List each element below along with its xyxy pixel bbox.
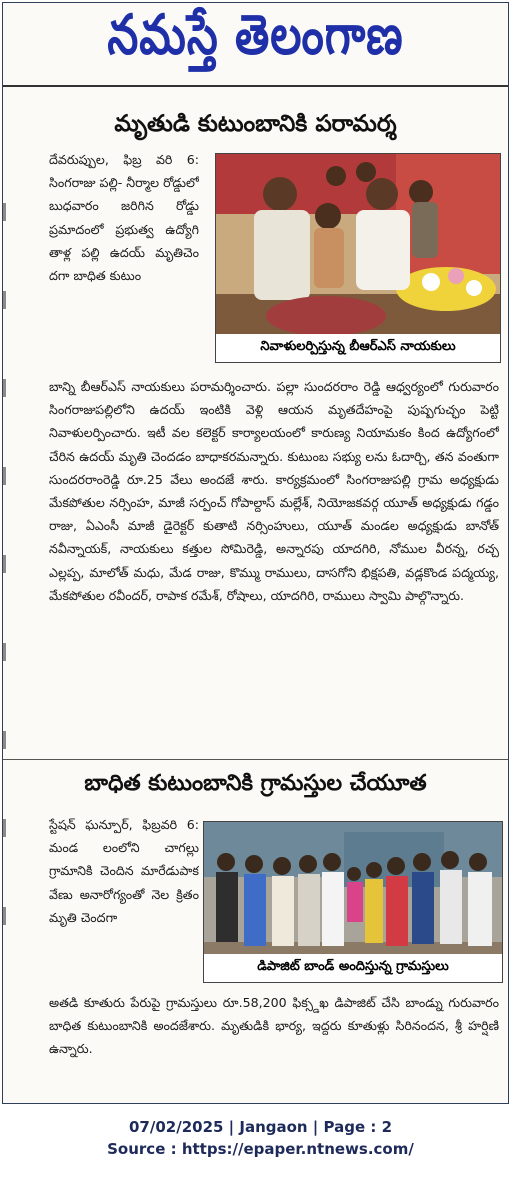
footer-meta: 07/02/2025 | Jangaon | Page : 2 xyxy=(128,1118,393,1136)
article1-body: బాన్ని బీఆర్ఎస్ నాయకులు పరామర్శించారు. పల్లా సుందరరాం రెడ్డి ఆధ్వర్యంలో గురువారం సింగరాజుపల్లిలోని ఉదయ్ ఇంటికి వెళ్లి ఆయన మృతదేహంపై పుష్పగుచ్ఛం పెట్టి నివాళులర్పించారు. ఇటీ వల కలెక్టర్ కార్యాలయంలో కారుణ్య నియామకం కింద ఉద్యోగంలో చేరిన ఉదయ్ మృతి చెందడం బాధాకరమన్నారు. కుటుంబ సభ్యు లను ఓదార్చి, తన వంతుగా సుందరరాంరెడ్డి రూ.25 వేలు అందజే శారు. కార్యక్రమంలో సింగరాజుపల్లి గ్రామ అధ్యక్షుడు మేకపోతుల నర్సింహ, మాజీ సర్పంచ్ గోపాల్దాస్ మల్లేశ్, నియోజకవర్గ యూత్ అధ్యక్షుడు గడ్డం రాజు, ఏఎంసీ మాజీ డైరెక్టర్ కుతాటి నర్సింహులు, యూత్ మండల అధ్యక్షుడు బానోత్ నవీన్నాయక్, నాయకులు కత్తుల సోమిరెడ్డి, అన్నారపు యాదగిరి, నోముల వీరన్న, రచ్చ ఎల్లప్ప, మాలోత్ మధు, మేడ రాజు, కొమ్ము రాములు, దాసగోని భిక్షపతి, వడ్లకొండ పద్మయ్య, మేకపోతుల రవీందర్, రాపాక రమేశ్, రోషాలు, యాదగిరి, రాములు స్వామి పాల్గొన్నారు. xyxy=(49,379,499,603)
article-divider xyxy=(3,759,508,760)
article2-headline: బాధిత కుటుంబానికి గ్రామస్తుల చేయూత xyxy=(84,771,427,796)
article1-headline: మృతుడి కుటుంబానికి పరామర్శ xyxy=(114,111,397,137)
newspaper-clipping xyxy=(2,2,509,1104)
article2-body: అతడి కూతురు పేరుపై గ్రామస్తులు రూ.58,200 ఫిక్స్డఖ డిపాజిట్ చేసి బాండ్ను గురువారం బాధిత కుటుంబానికి అందజేశారు. మృతుడికి భార్య, ఇద్దరు కూతుళ్లు సిరినందన, శ్రీ హర్షిణి ఉన్నారు. xyxy=(49,995,499,1057)
masthead xyxy=(3,3,508,81)
margin-marks xyxy=(3,203,6,1003)
article1-photo-caption: నివాళులర్పిస్తున్న బీఆర్ఎస్ నాయకులు xyxy=(216,334,500,362)
mourners-image xyxy=(216,154,500,362)
article2-photo xyxy=(203,821,503,983)
masthead-title: నమస్తే తెలంగాణ xyxy=(107,3,404,67)
article1-intro: దేవరుప్పుల, ఫిబ్ర వరి 6: సింగరాజు పల్లి- నీర్మాల రోడ్డులో బుధవారం జరిగిన రోడ్డు ప్రమాదంలో ప్రభుత్వ ఉద్యోగి తాళ్ల పల్లి ఉదయ్ మృతిచెం దగా బాధిత కుటుం xyxy=(49,152,199,284)
article2-photo-caption: డిపాజిట్ బాండ్ అందిస్తున్న గ్రామస్తులు xyxy=(204,954,502,982)
article2-intro: స్టేషన్ ఘన్పూర్, ఫిబ్రవరి 6: మండ లంలోని చాగల్లు గ్రామానికి చెందిన మారేడుపాక వేణు అనారోగ్యంతో నెల క్రితం మృతి చెందగా xyxy=(49,817,199,925)
article1-photo xyxy=(215,153,501,363)
masthead-rule xyxy=(3,85,508,87)
footer-source: Source : https://epaper.ntnews.com/ xyxy=(107,1140,414,1158)
